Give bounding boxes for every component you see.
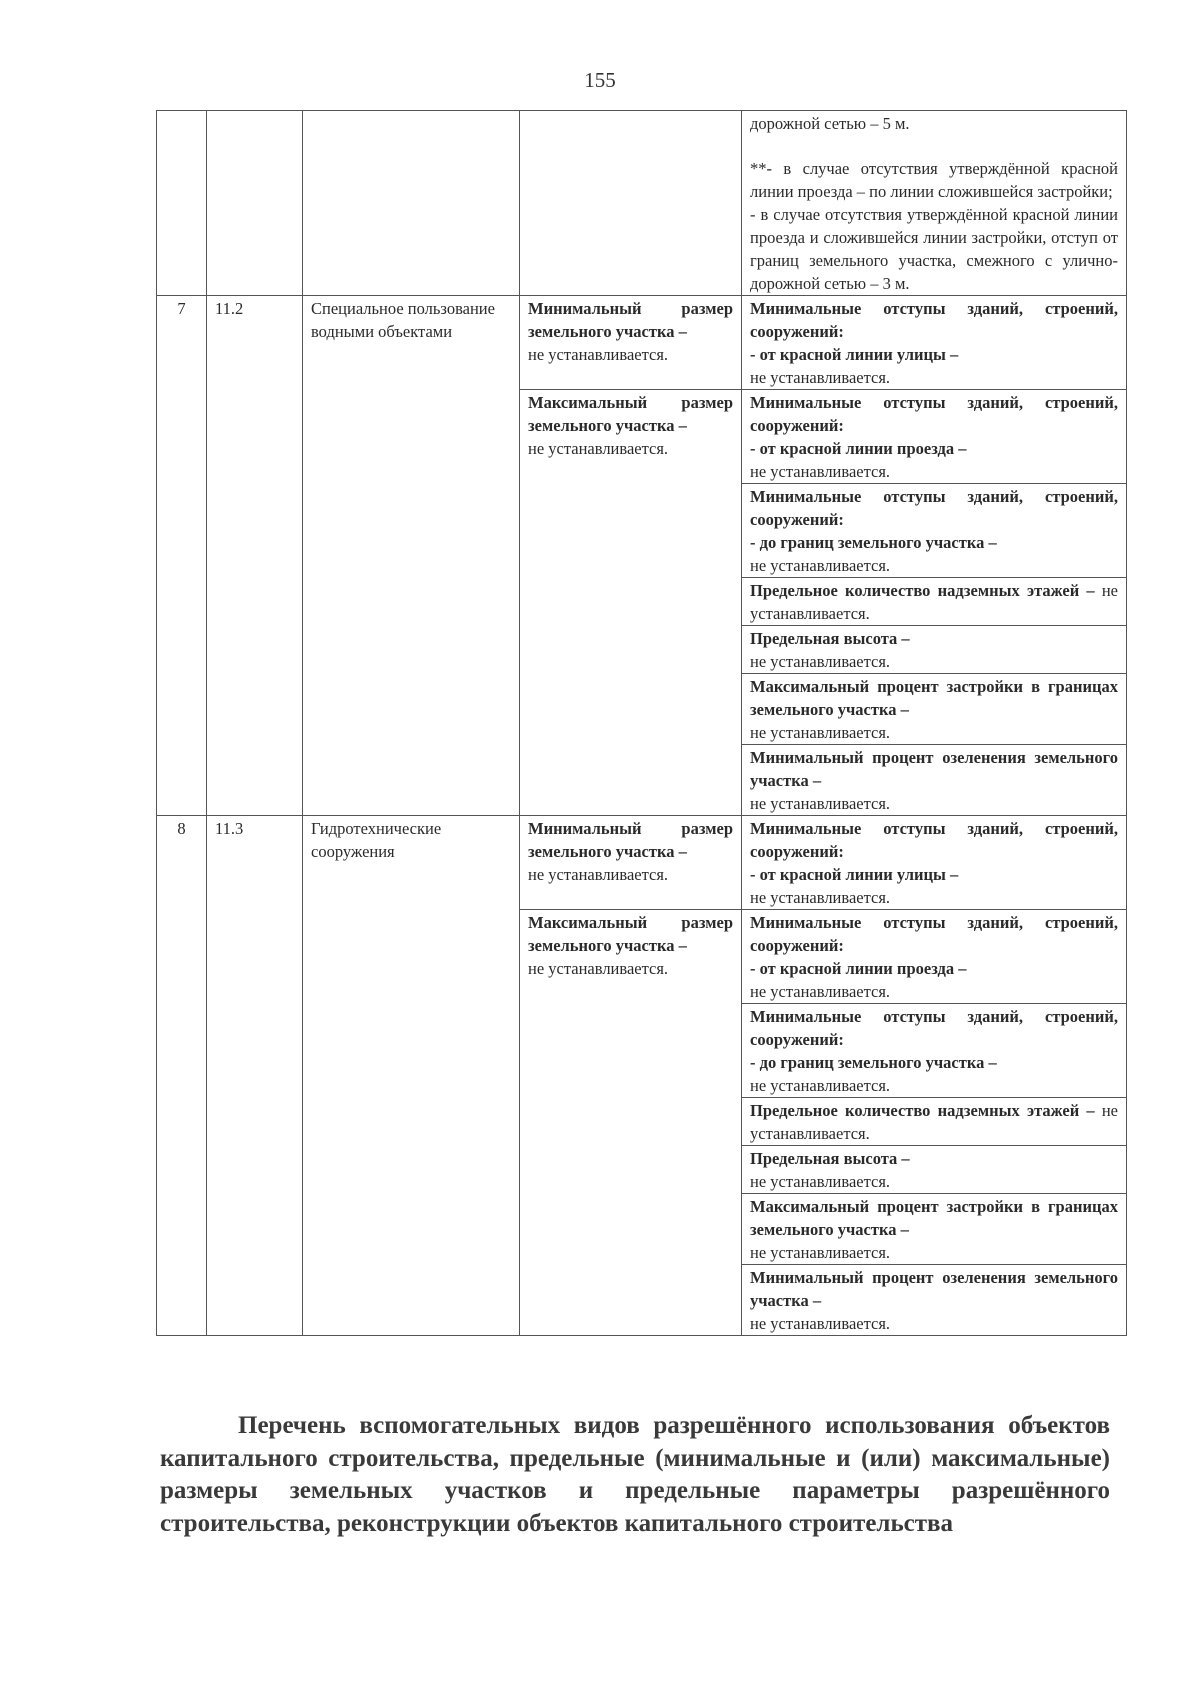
param-title: Минимальные отступы зданий, строений, сооружений: [750,393,1118,435]
size-min-cell [520,816,742,910]
table-row [157,296,1127,390]
param-title: Максимальный процент застройки в границах земельного участка – [750,1197,1118,1239]
continuation-line: **- в случае отсутствия утверждённой красной линии проезда – по линии сложившейся застройки; [750,159,1118,201]
param-value: не устанавливается. [750,982,891,1001]
row-number: 7 [157,296,207,816]
size-max-value: не устанавливается. [528,959,669,978]
param-value: не устанавливается. [750,1314,891,1333]
param-value: не устанавливается. [750,1243,891,1262]
size-max-cell [520,390,742,816]
param-sub: - до границ земельного участка – [750,1053,997,1072]
param-title: Предельная высота – [750,1149,910,1168]
table-row-continuation [157,111,1127,296]
continuation-line: дорожной сетью – 5 м. [750,114,910,133]
param-value: не устанавливается. [750,888,891,907]
row-use-name: Специальное пользование водными объектами [303,296,520,816]
cell-name [303,111,520,296]
size-max-title: Максимальный размер земельного участка – [528,913,733,955]
cell-num [157,111,207,296]
param-title: Минимальные отступы зданий, строений, сооружений: [750,1007,1118,1049]
size-min-cell [520,296,742,390]
regulations-table [156,110,1127,1336]
param-value: не устанавливается. [750,1172,891,1191]
param-title: Минимальные отступы зданий, строений, сооружений: [750,299,1118,341]
param-title: Минимальный процент озеленения земельного участка – [750,1268,1118,1310]
param-sub: - до границ земельного участка – [750,533,997,552]
param-value: не устанавливается. [750,368,891,387]
param-cell [742,674,1127,745]
param-cell [742,1265,1127,1336]
param-value: не устанавливается. [750,794,891,813]
param-cell [742,578,1127,626]
param-value: не устанавливается. [750,462,891,481]
param-cell [742,1004,1127,1098]
param-value: не устанавливается. [750,723,891,742]
size-max-cell [520,910,742,1336]
param-title: Минимальные отступы зданий, строений, сооружений: [750,913,1118,955]
param-title: Предельное количество надземных этажей – [750,581,1095,600]
param-cell [742,626,1127,674]
param-sub: - от красной линии проезда – [750,439,967,458]
param-title: Минимальный процент озеленения земельного участка – [750,748,1118,790]
param-cell [742,1194,1127,1265]
param-cell [742,1146,1127,1194]
size-max-value: не устанавливается. [528,439,669,458]
table-row [157,816,1127,910]
cell-continuation-text [742,111,1127,296]
param-cell [742,390,1127,484]
section-heading: Перечень вспомогательных видов разрешённого использования объектов капитального строительства, предельные (минимальные и (или) максимальные) размеры земельных участков и предельные параметры разрешённого строительства, реконструкции объектов капитального строительства [160,1412,1110,1537]
size-max-title: Максимальный размер земельного участка – [528,393,733,435]
param-cell [742,484,1127,578]
param-value: не устанавливается. [750,652,891,671]
page-number: 155 [584,68,616,92]
param-title: Предельная высота – [750,629,910,648]
param-sub: - от красной линии улицы – [750,865,959,884]
row-number: 8 [157,816,207,1336]
param-cell [742,816,1127,910]
param-title: Максимальный процент застройки в границах земельного участка – [750,677,1118,719]
param-sub: - от красной линии улицы – [750,345,959,364]
size-min-title: Минимальный размер земельного участка – [528,299,733,341]
param-value: не устанавливается. [750,1101,1118,1143]
param-value: не устанавливается. [750,1076,891,1095]
continuation-line: - в случае отсутствия утверждённой красной линии проезда и сложившейся линии застройки, отступ от границ земельного участка, смежного с улично-дорожной сетью – 3 м. [750,205,1118,293]
param-title: Предельное количество надземных этажей – [750,1101,1095,1120]
param-value: не устанавливается. [750,581,1118,623]
param-cell [742,296,1127,390]
param-value: не устанавливается. [750,556,891,575]
param-cell [742,910,1127,1004]
cell-code [207,111,303,296]
param-title: Минимальные отступы зданий, строений, сооружений: [750,487,1118,529]
size-min-title: Минимальный размер земельного участка – [528,819,733,861]
cell-size [520,111,742,296]
param-cell [742,745,1127,816]
row-use-name: Гидротехнические сооружения [303,816,520,1336]
row-code: 11.2 [207,296,303,816]
param-cell [742,1098,1127,1146]
size-min-value: не устанавливается. [528,345,669,364]
size-min-value: не устанавливается. [528,865,669,884]
row-code: 11.3 [207,816,303,1336]
param-sub: - от красной линии проезда – [750,959,967,978]
param-title: Минимальные отступы зданий, строений, сооружений: [750,819,1118,861]
